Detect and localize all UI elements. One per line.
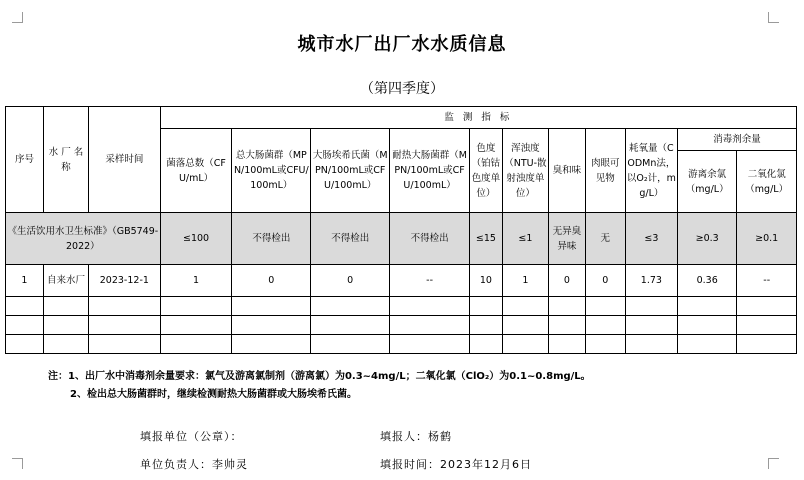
- page-corner-mark: [12, 458, 23, 469]
- header-seq: 序号: [6, 107, 44, 213]
- document-subtitle: （第四季度）: [360, 81, 444, 97]
- table-row: [6, 265, 797, 297]
- standard-row: [6, 213, 797, 265]
- standard-e-coli: 不得检出: [311, 213, 390, 265]
- standard-chroma: ≤15: [470, 213, 503, 265]
- cell-odor: 0: [548, 265, 585, 297]
- header-sample-time: 采样时间: [88, 107, 160, 213]
- standard-odor: 无异臭异味: [548, 213, 585, 265]
- document-title: 城市水厂出厂水水质信息: [297, 34, 507, 55]
- signature-reporter: 填报人：杨鹤: [380, 430, 452, 443]
- standard-oxygen-consumption: ≤3: [625, 213, 677, 265]
- header-thermo-coliform: 耐热大肠菌群（MPN/100mL或CFU/100mL）: [390, 129, 470, 213]
- header-chlorine-dioxide: 二氧化氯（mg/L）: [737, 151, 797, 213]
- standard-turbidity: ≤1: [502, 213, 548, 265]
- cell-visible: 0: [585, 265, 625, 297]
- empty-table-row: [6, 297, 797, 316]
- page-corner-mark: [768, 12, 779, 23]
- standard-label: 《生活饮用水卫生标准》（GB5749-2022）: [6, 213, 161, 265]
- cell-total-bacteria: 1: [160, 265, 232, 297]
- standard-total-bacteria: ≤100: [160, 213, 232, 265]
- cell-chlorine-dioxide: --: [737, 265, 797, 297]
- page-corner-mark: [768, 458, 779, 469]
- cell-seq: 1: [6, 265, 44, 297]
- cell-chroma: 10: [470, 265, 503, 297]
- header-chroma: 色度（铂钴色度单位）: [470, 129, 503, 213]
- header-oxygen-consumption: 耗氧量（CODMn法，以O₂计，mg/L）: [625, 129, 677, 213]
- header-total-coliform: 总大肠菌群（MPN/100mL或CFU/100mL）: [232, 129, 311, 213]
- header-total-bacteria: 菌落总数（CFU/mL）: [160, 129, 232, 213]
- header-free-chlorine: 游离余氯（mg/L）: [677, 151, 736, 213]
- cell-turbidity: 1: [502, 265, 548, 297]
- signature-unit: 填报单位（公章）：: [140, 430, 243, 443]
- cell-total-coliform: 0: [232, 265, 311, 297]
- note-2: 2、检出总大肠菌群时，继续检测耐热大肠菌群或大肠埃希氏菌。: [70, 389, 357, 400]
- water-quality-table: [5, 106, 797, 354]
- header-turbidity: 浑浊度（NTU-散射浊度单位）: [502, 129, 548, 213]
- header-e-coli: 大肠埃希氏菌（MPN/100mL或CFU/100mL）: [311, 129, 390, 213]
- header-plant-name: 水 厂 名 称: [43, 107, 88, 213]
- header-visible: 肉眼可见物: [585, 129, 625, 213]
- standard-total-coliform: 不得检出: [232, 213, 311, 265]
- cell-oxygen-consumption: 1.73: [625, 265, 677, 297]
- cell-sample-time: 2023-12-1: [88, 265, 160, 297]
- signature-date: 填报时间：2023年12月6日: [380, 458, 532, 471]
- standard-thermo-coliform: 不得检出: [390, 213, 470, 265]
- cell-e-coli: 0: [311, 265, 390, 297]
- cell-thermo-coliform: --: [390, 265, 470, 297]
- header-group-monitoring: 监 测 指 标: [160, 107, 796, 129]
- header-odor: 臭和味: [548, 129, 585, 213]
- standard-visible: 无: [585, 213, 625, 265]
- note-1: 注：1、出厂水中消毒剂余量要求：氯气及游离氯制剂（游离氯）为0.3~4mg/L；二氧化氯（ClO₂）为0.1~0.8mg/L。: [48, 371, 591, 382]
- standard-chlorine-dioxide: ≥0.1: [737, 213, 797, 265]
- empty-table-row: [6, 335, 797, 354]
- signature-responsible: 单位负责人：李帅灵: [140, 458, 248, 471]
- empty-table-row: [6, 316, 797, 335]
- cell-free-chlorine: 0.36: [677, 265, 736, 297]
- cell-plant-name: 自来水厂: [43, 265, 88, 297]
- page-corner-mark: [12, 12, 23, 23]
- header-group-disinfectant: 消毒剂余量: [677, 129, 796, 151]
- standard-free-chlorine: ≥0.3: [677, 213, 736, 265]
